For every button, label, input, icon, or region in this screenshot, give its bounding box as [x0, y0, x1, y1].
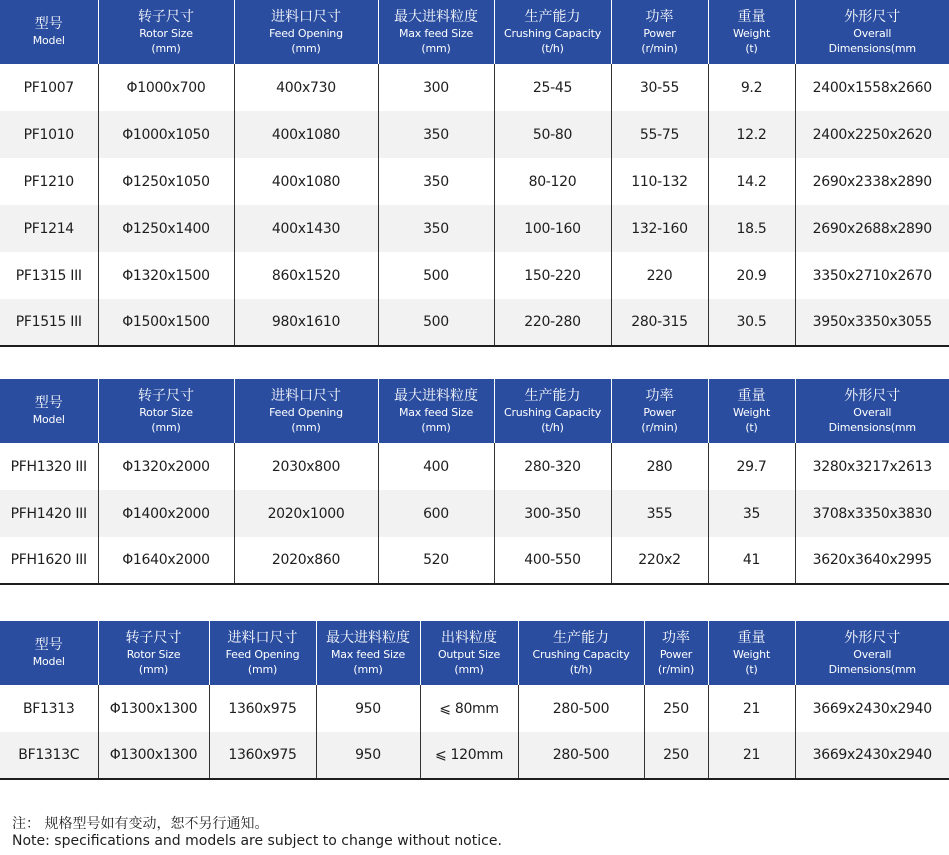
table-cell: 600 [378, 490, 494, 537]
pfh-series-table [0, 379, 949, 585]
table-row [0, 443, 949, 490]
table-cell: 3669x2430x2940 [812, 700, 932, 717]
col-output-size: 出料粒度 Output Size (mm) [420, 621, 518, 685]
table-cell: PF1007 [0, 64, 98, 111]
table-cell: 400 [378, 443, 494, 490]
table-cell: 980x1610 [234, 299, 378, 346]
table-cell: 21 [708, 685, 795, 732]
table-cell: 1360x975 [209, 685, 316, 732]
table-cell: 30-55 [611, 64, 708, 111]
table-cell: 21 [708, 732, 795, 779]
table-row [0, 490, 949, 537]
table-cell: 18.5 [708, 205, 795, 252]
table-cell: 500 [378, 252, 494, 299]
col-rotor-size: 转子尺寸 Rotor Size (mm) [98, 0, 234, 64]
table-cell: 3620x3640x2995 [795, 537, 949, 584]
table-cell: 2400x2250x2620 [795, 111, 949, 158]
col-capacity: 生产能力 Crushing Capacity (t/h) [494, 379, 611, 443]
col-feed-opening: 进料口尺寸 Feed Opening (mm) [234, 379, 378, 443]
table-cell: 280-315 [611, 299, 708, 346]
table-cell: 3350x2710x2670 [812, 267, 932, 284]
table-cell: 400-550 [494, 537, 611, 584]
table-cell: 500 [378, 299, 494, 346]
col-max-feed-size: 最大进料粒度 Max feed Size (mm) [378, 379, 494, 443]
col-model: 型号 Model [0, 621, 98, 685]
table-cell: 2690x2688x2890 [795, 205, 949, 252]
table-row [0, 685, 949, 732]
table-cell: BF1313C [0, 732, 98, 779]
table-cell: 400x1080 [234, 158, 378, 205]
col-power: 功率 Power (r/min) [611, 379, 708, 443]
table-cell: 520 [378, 537, 494, 584]
table-cell: ⩽ 120mm [420, 732, 518, 779]
table-cell: PF1210 [0, 158, 98, 205]
table-cell: Φ1000x700 [98, 64, 234, 111]
table-cell: Φ1320x1500 [98, 252, 234, 299]
table-header-row [0, 621, 949, 685]
table-cell: 55-75 [611, 111, 708, 158]
table-cell: Φ1640x2000 [98, 537, 234, 584]
col-power: 功率 Power (r/min) [611, 0, 708, 64]
table-cell: 950 [316, 685, 420, 732]
table-row [0, 252, 949, 299]
table-cell: 220x2 [611, 537, 708, 584]
pf-series-table [0, 0, 949, 347]
table-cell: 29.7 [708, 443, 795, 490]
note-english: Note: specifications and models are subject to change without notice. [12, 833, 502, 849]
table-cell: 355 [611, 490, 708, 537]
table-cell: 25-45 [494, 64, 611, 111]
table-row [0, 64, 949, 111]
table-row [0, 205, 949, 252]
table-cell: 400x730 [234, 64, 378, 111]
table-cell: 280-500 [518, 685, 644, 732]
table-cell: BF1313 [0, 685, 98, 732]
table-cell: 950 [316, 732, 420, 779]
table-cell: 80-120 [494, 158, 611, 205]
table-cell: 250 [644, 685, 708, 732]
table-cell: 41 [708, 537, 795, 584]
col-weight: 重量 Weight (t) [708, 379, 795, 443]
col-feed-opening: 进料口尺寸 Feed Opening (mm) [209, 621, 316, 685]
table-cell: 2690x2338x2890 [812, 173, 932, 190]
table-cell: 350 [378, 205, 494, 252]
table-row [0, 732, 949, 779]
note-chinese: 注： 规格型号如有变动，恕不另行通知。 [12, 816, 269, 832]
table-row [0, 537, 949, 584]
table-cell: 35 [708, 490, 795, 537]
table-cell: 300-350 [494, 490, 611, 537]
table-row [0, 299, 949, 346]
col-max-feed-size: 最大进料粒度 Max feed Size (mm) [378, 0, 494, 64]
table-cell: 9.2 [708, 64, 795, 111]
table-cell: 280 [611, 443, 708, 490]
col-capacity: 生产能力 Crushing Capacity (t/h) [518, 621, 644, 685]
col-rotor-size: 转子尺寸 Rotor Size (mm) [98, 621, 209, 685]
table-cell: 350 [378, 158, 494, 205]
table-cell: 110-132 [611, 158, 708, 205]
table-cell: Φ1400x2000 [98, 490, 234, 537]
col-dimensions: 外形尺寸 Overall Dimensions(mm [795, 379, 949, 443]
col-weight: 重量 Weight (t) [708, 621, 795, 685]
table-cell: Φ1000x1050 [98, 111, 234, 158]
table-cell: 300 [378, 64, 494, 111]
table-cell: 1360x975 [209, 732, 316, 779]
col-capacity: 生产能力 Crushing Capacity (t/h) [494, 0, 611, 64]
table-cell: 14.2 [708, 158, 795, 205]
table-cell: 860x1520 [234, 252, 378, 299]
table-cell: Φ1320x2000 [98, 443, 234, 490]
table-cell: 280-320 [494, 443, 611, 490]
table-cell: PFH1620 III [0, 537, 98, 584]
col-dimensions: 外形尺寸 Overall Dimensions(mm [795, 621, 949, 685]
table-header-row [0, 0, 949, 64]
table-cell: 400x1430 [234, 205, 378, 252]
table-cell: 250 [644, 732, 708, 779]
table-cell: Φ1250x1400 [98, 205, 234, 252]
table-cell: Φ1250x1050 [98, 158, 234, 205]
table-cell: ⩽ 80mm [420, 685, 518, 732]
table-row [0, 111, 949, 158]
table-cell: PF1515 III [0, 299, 98, 346]
table-cell: 2400x1558x2660 [812, 79, 932, 96]
col-max-feed-size: 最大进料粒度 Max feed Size (mm) [316, 621, 420, 685]
col-weight: 重量 Weight (t) [708, 0, 795, 64]
table-cell: 400x1080 [234, 111, 378, 158]
table-cell: 30.5 [708, 299, 795, 346]
col-dimensions: 外形尺寸 Overall Dimensions(mm [795, 0, 949, 64]
table-cell: 20.9 [708, 252, 795, 299]
col-model: 型号 Model [0, 379, 98, 443]
table-cell: Φ1300x1300 [98, 732, 209, 779]
table-cell: 220 [611, 252, 708, 299]
table-cell: 220-280 [494, 299, 611, 346]
table-cell: 280-500 [518, 732, 644, 779]
col-feed-opening: 进料口尺寸 Feed Opening (mm) [234, 0, 378, 64]
col-model: 型号 Model [0, 0, 98, 64]
table-cell: 2030x800 [234, 443, 378, 490]
table-cell: Φ1500x1500 [98, 299, 234, 346]
table-cell: 150-220 [494, 252, 611, 299]
bf-series-table [0, 621, 949, 780]
table-cell: PF1214 [0, 205, 98, 252]
table-cell: 3950x3350x3055 [795, 299, 949, 346]
table-cell: 132-160 [611, 205, 708, 252]
table-cell: 2020x1000 [234, 490, 378, 537]
table-cell: 12.2 [708, 111, 795, 158]
table-cell: PF1315 III [0, 252, 98, 299]
table-cell: 2020x860 [234, 537, 378, 584]
col-power: 功率 Power (r/min) [644, 621, 708, 685]
table-cell: 3280x3217x2613 [812, 458, 932, 475]
col-rotor-size: 转子尺寸 Rotor Size (mm) [98, 379, 234, 443]
table-cell: 350 [378, 111, 494, 158]
table-cell: 50-80 [494, 111, 611, 158]
table-cell: 3708x3350x3830 [795, 490, 949, 537]
table-cell: 3669x2430x2940 [795, 732, 949, 779]
table-row [0, 158, 949, 205]
table-cell: Φ1300x1300 [98, 685, 209, 732]
table-cell: 100-160 [494, 205, 611, 252]
table-cell: PFH1420 III [0, 490, 98, 537]
table-cell: PF1010 [0, 111, 98, 158]
table-cell: PFH1320 III [0, 443, 98, 490]
table-header-row [0, 379, 949, 443]
